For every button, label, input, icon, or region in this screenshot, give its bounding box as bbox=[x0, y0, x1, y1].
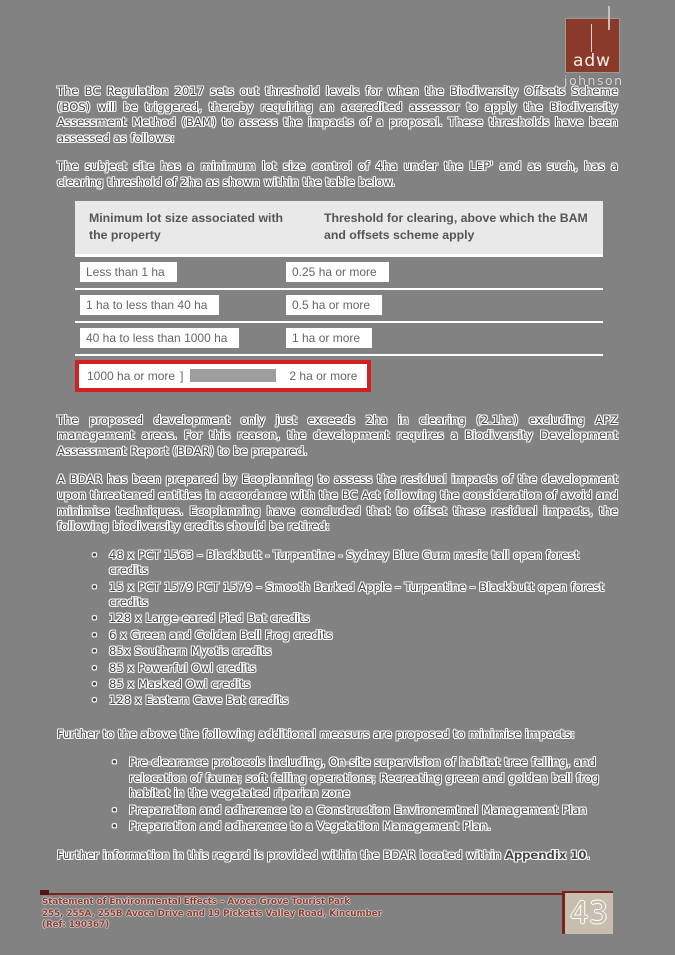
thresholds-table bbox=[75, 201, 603, 396]
credit-item: • 48 x PCT 1563 – Blackbutt - Turpentine - Sydney Blue Gum mesic tall open forest credits bbox=[57, 548, 618, 579]
artifact-bracket: ] bbox=[180, 368, 184, 383]
highlighted-row-content bbox=[79, 364, 367, 388]
table-cell-lot: 1000 ha or more bbox=[87, 368, 176, 383]
page-number-box bbox=[562, 891, 613, 934]
footer-title: Statement of Environmental Effects – Avoca Grove Tourist Park bbox=[42, 897, 351, 907]
appendix-reference: Appendix 10 bbox=[504, 848, 587, 863]
table-cell-lot: 1 ha to less than 40 ha bbox=[80, 295, 219, 315]
paragraph-bdar-prepared: A BDAR has been prepared by Ecoplanning to assess the residual impacts of the development upon threatened entities in accordance with the BC Act following the consideration of avoid and minimise techniques. Ecoplanning have concluded that to offset these residual impacts, the following biodiversity credits should be retired: bbox=[57, 472, 618, 534]
logo-letter-stem bbox=[591, 24, 593, 52]
table-row bbox=[75, 257, 603, 290]
table-cell-threshold: 2 ha or more bbox=[289, 368, 358, 383]
measure-item: • Preparation and adherence to a Construction Environemtnal Management Plan bbox=[57, 803, 618, 818]
footer-rule bbox=[40, 893, 562, 895]
table-header-lot: Minimum lot size associated with the property bbox=[89, 210, 284, 242]
further-info-text: Further information in this regard is provided within the BDAR located within bbox=[57, 848, 505, 863]
table-cell-threshold: 0.5 ha or more bbox=[286, 295, 382, 315]
table-cell-threshold: 1 ha or more bbox=[286, 328, 372, 348]
credit-item: • 85 x Masked Owl credits bbox=[57, 677, 618, 692]
paragraph-further-information bbox=[57, 848, 618, 864]
credits-list bbox=[57, 548, 618, 709]
table-cell-threshold: 0.25 ha or more bbox=[286, 262, 389, 282]
footer-ref: (Ref: 190367) bbox=[42, 920, 110, 931]
highlight-red-box bbox=[75, 360, 371, 392]
logo-square bbox=[566, 19, 619, 72]
footer-rule-tick bbox=[40, 890, 49, 895]
redaction-bar bbox=[190, 369, 276, 382]
credit-item: • 128 x Large-eared Pied Bat credits bbox=[57, 611, 618, 626]
paragraph-proposed-development: The proposed development only just exceeds 2ha in clearing (2.1ha) excluding APZ management areas. For this reason, the development requires a Biodiversity Development Assessment Report (BDAR) to be prepared. bbox=[57, 412, 618, 458]
measure-item: • Pre-clearance protocols including, On-site supervision of habitat tree felling, and relocation of fauna; soft felling operations; Recreating green and golden bell frog habitat in the vegetated riparian zone bbox=[57, 755, 618, 801]
measure-item: • Preparation and adherence to a Vegetation Management Plan. bbox=[57, 819, 618, 834]
credit-item: • 85x Southern Myotis credits bbox=[57, 644, 618, 659]
footer-block bbox=[42, 897, 382, 932]
table-header-threshold: Threshold for clearing, above which the BAM and offsets scheme apply bbox=[324, 210, 588, 242]
company-logo bbox=[564, 19, 624, 88]
paragraph-subject-site: The subject site has a minimum lot size control of 4ha under the LEP' and as such, has a clearing threshold of 2ha as shown within the table below. bbox=[57, 159, 618, 189]
table-row bbox=[75, 290, 603, 323]
measures-list bbox=[57, 755, 618, 834]
credit-item: • 6 x Green and Golden Bell Frog credits bbox=[57, 628, 618, 643]
page-content bbox=[57, 84, 618, 877]
footer-address: 255, 255A, 255B Avoca Drive and 19 Picketts Valley Road, Kincumber bbox=[42, 908, 382, 919]
table-header-row bbox=[75, 201, 603, 257]
credit-item: • 128 x Eastern Cave Bat credits bbox=[57, 693, 618, 708]
table-cell-lot: 40 ha to less than 1000 ha bbox=[80, 328, 239, 348]
page-number: 43 bbox=[569, 895, 609, 931]
credit-item: • 85 x Powerful Owl credits bbox=[57, 661, 618, 676]
paragraph-additional-measures: Further to the above the following additional measurs are proposed to minimise impacts: bbox=[57, 726, 575, 741]
further-info-period: . bbox=[586, 848, 591, 863]
table-row bbox=[75, 323, 603, 356]
table-cell-lot: Less than 1 ha bbox=[80, 262, 177, 282]
paragraph-bc-regulation: The BC Regulation 2017 sets out threshold levels for when the Biodiversity Offsets Scheme (BOS) will be triggered, thereby requiring an accredited assessor to apply the Biodiversity Assessment Method (BAM) to assess the impacts of a proposal. These thresholds have been assessed as follows: bbox=[57, 84, 618, 145]
table-row-highlighted bbox=[75, 356, 603, 396]
logo-sub-text: johnson bbox=[564, 73, 624, 88]
credit-item: • 15 x PCT 1579 PCT 1579 – Smooth Barked Apple – Turpentine – Blackbutt open forest credits bbox=[57, 580, 618, 611]
logo-j-stem bbox=[608, 6, 610, 30]
logo-brand-text: adw bbox=[572, 51, 612, 71]
